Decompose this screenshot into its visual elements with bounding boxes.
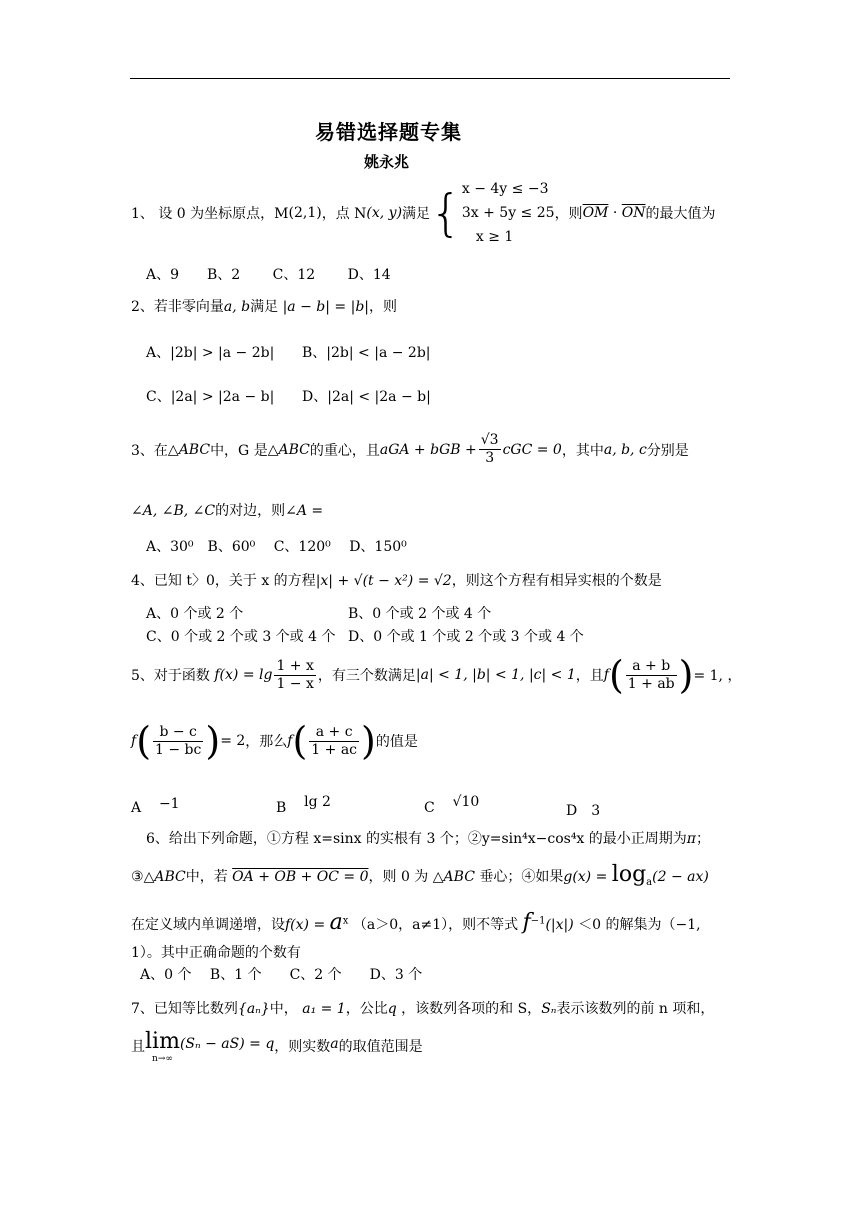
question-4-option-c: C、0 个或 2 个或 3 个或 4 个 [146, 629, 336, 645]
question-4: 4、已知 t〉0，关于 x 的方程|x| + √(t − x²) = √2，则这个方程有相异实根的个数是 [131, 573, 662, 589]
question-1: 1、 设 0 为坐标原点，M (2,1) ，点 N (x, y) 满足 { x − 4y ≤ −3 3x + 5y ≤ 25 x ≥ 1 ，则 $\overline{OM}$ · $\overline{ON}$ 的最大值为 [131, 178, 715, 248]
question-2-option-d: D、|2a| < |2a − b| [302, 389, 431, 405]
question-7: 7、已知等比数列{aₙ}中， a₁ = 1，公比q ，该数列各项的和 S，Sₙ表示该数列的前 n 项和， [131, 1001, 715, 1017]
question-4-option-d: D、0 个或 1 个或 2 个或 3 个或 4 个 [348, 629, 584, 645]
question-5-option-a: A −1 [131, 796, 180, 816]
question-2-option-b: B、|2b| < |a − 2b| [302, 345, 431, 361]
question-5: 5、对于函数 f(x) = lg $\frac{1 + x}{1 - x}$ ，有三个数满足 |a| < 1, |b| < 1, |c| < 1 ，且 f ( $\frac{a + b}{1 + ab}$ ) = 1, ， [131, 653, 742, 697]
question-2-option-a: A、|2b| > |a − 2b| [146, 345, 275, 361]
question-2-option-c: C、|2a| > |2a − b| [146, 389, 275, 405]
question-4-option-a: A、0 个或 2 个 [146, 606, 244, 622]
question-6-options: A、0 个 B、1 个 C、2 个 D、3 个 [140, 967, 423, 983]
system-brace: { [430, 184, 462, 242]
header-rule [130, 78, 730, 79]
question-6: 6、给出下列命题，①方程 x=sinx 的实根有 3 个；②y=sin⁴x−cos⁴x 的最小正周期为π； [146, 831, 710, 847]
author-name: 姚永兆 [364, 153, 410, 171]
question-3-line-2: ∠A, ∠B, ∠C的对边，则∠A = [131, 503, 324, 519]
fraction-sqrt3-over-3: $\frac{√3}{3}$ [480, 432, 499, 466]
question-2: 2、若非零向量a, b满足 |a − b| = |b|，则 [131, 299, 397, 315]
page-title: 易错选择题专集 [315, 120, 462, 144]
question-5-line-2: f ( $\frac{b - c}{1 - bc}$ ) = 2 ，那么 f ( $\frac{a + c}{1 + ac}$ ) 的值是 [131, 719, 418, 763]
question-7-line-2: 且 lim n→∞ (Sₙ − aS) = q ，则实数 a 的取值范围是 [131, 1029, 423, 1064]
constraint-system: x − 4y ≤ −3 3x + 5y ≤ 25 x ≥ 1 [461, 181, 555, 245]
question-5-option-b: B lg 2 [276, 794, 331, 816]
question-6-line-4: 1）。其中正确命题的个数有 [131, 945, 301, 961]
question-6-line-2: ③△ABC中，若 OA + OB + OC = 0，则 0 为 △ABC 垂心；④如果$g(x) = \log_a(2 - ax)$ [131, 862, 709, 888]
question-6-line-3: 在定义域内单调递增，设$f(x) = a^x$ （a＞0，a≠1），则不等式 $f^{-1}(|x|) <0$ 的解集为（−1, [131, 910, 701, 935]
question-1-options: A、9 B、2 C、12 D、14 [146, 267, 391, 283]
question-5-option-d: D 3 [566, 803, 601, 819]
question-3: 3、在 △ABC 中，G 是 △ABC 的重心，且 aGA + bGB + $\frac{√3}{3}$ cGC = 0 ，其中 a, b, c 分别是 [131, 432, 689, 466]
question-5-option-c: C √10 [424, 794, 480, 816]
question-3-options: A、30⁰ B、60⁰ C、120⁰ D、150⁰ [146, 539, 407, 555]
question-4-option-b: B、0 个或 2 个或 4 个 [348, 606, 492, 622]
